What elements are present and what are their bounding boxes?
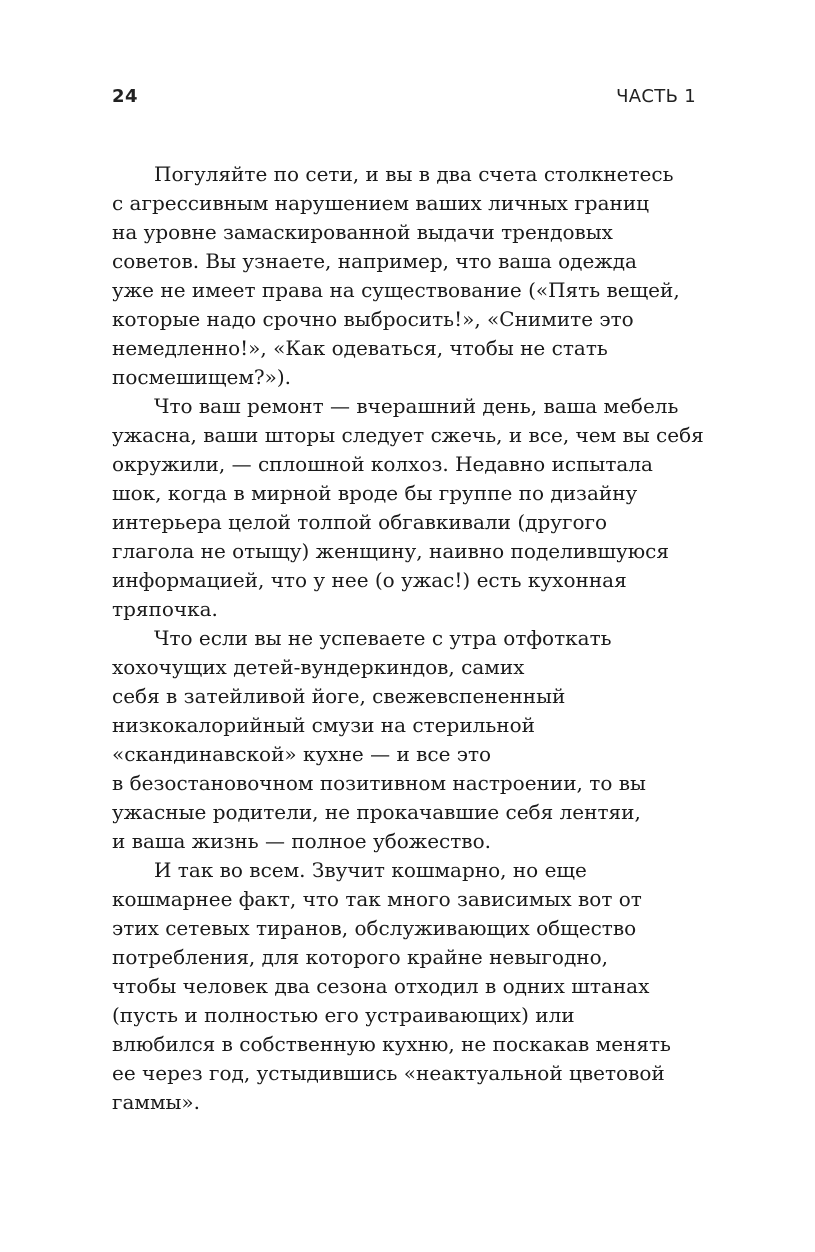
text-line: тряпочка.	[112, 597, 218, 621]
paragraph	[112, 624, 712, 856]
running-header	[112, 82, 696, 110]
text-line: себя в затейливой йоге, свежевспененный	[112, 684, 566, 708]
paragraph	[112, 392, 712, 624]
section-title: ЧАСТЬ 1	[616, 85, 696, 107]
text-line: интерьера целой толпой обгавкивали (другого	[112, 510, 608, 534]
text-line: в безостановочном позитивном настроении, то вы	[112, 771, 646, 795]
text-line: окружили, — сплошной колхоз. Недавно испытала	[112, 452, 653, 476]
text-line: с агрессивным нарушением ваших личных границ	[112, 191, 650, 215]
text-line: кошмарнее факт, что так много зависимых вот от	[112, 887, 642, 911]
text-line: Что ваш ремонт — вчерашний день, ваша мебель	[154, 394, 679, 418]
text-line: ее через год, устыдившись «неактуальной цветовой	[112, 1061, 665, 1085]
text-line: гаммы».	[112, 1090, 201, 1114]
text-line: немедленно!», «Как одеваться, чтобы не стать	[112, 336, 608, 360]
text-line: глагола не отыщу) женщину, наивно поделившуюся	[112, 539, 669, 563]
body-text	[112, 160, 712, 1117]
text-line: и ваша жизнь — полное убожество.	[112, 829, 491, 853]
text-line: ужасна, ваши шторы следует сжечь, и все, чем вы себя	[112, 423, 704, 447]
text-line: И так во всем. Звучит кошмарно, но еще	[154, 858, 587, 882]
text-line: информацией, что у нее (о ужас!) есть кухонная	[112, 568, 627, 592]
text-line: шок, когда в мирной вроде бы группе по дизайну	[112, 481, 638, 505]
text-line: ужасные родители, не прокачавшие себя лентяи,	[112, 800, 641, 824]
text-line: на уровне замаскированной выдачи трендовых	[112, 220, 613, 244]
text-line: чтобы человек два сезона отходил в одних штанах	[112, 974, 650, 998]
text-line: низкокалорийный смузи на стерильной	[112, 713, 535, 737]
text-line: влюбился в собственную кухню, не поскакав менять	[112, 1032, 671, 1056]
text-line: потребления, для которого крайне невыгодно,	[112, 945, 608, 969]
text-line: «скандинавской» кухне — и все это	[112, 742, 492, 766]
page-number: 24	[112, 85, 139, 107]
text-line: Погуляйте по сети, и вы в два счета столкнетесь	[154, 162, 674, 186]
paragraph	[112, 856, 712, 1117]
text-line: Что если вы не успеваете с утра отфоткать	[154, 626, 612, 650]
text-line: уже не имеет права на существование («Пять вещей,	[112, 278, 680, 302]
text-line: (пусть и полностью его устраивающих) или	[112, 1003, 575, 1027]
text-line: которые надо срочно выбросить!», «Снимите это	[112, 307, 634, 331]
text-line: хохочущих детей-вундеркиндов, самих	[112, 655, 525, 679]
text-line: советов. Вы узнаете, например, что ваша одежда	[112, 249, 637, 273]
text-line: этих сетевых тиранов, обслуживающих общество	[112, 916, 637, 940]
text-line: посмешищем?»).	[112, 365, 291, 389]
paragraph	[112, 160, 712, 392]
